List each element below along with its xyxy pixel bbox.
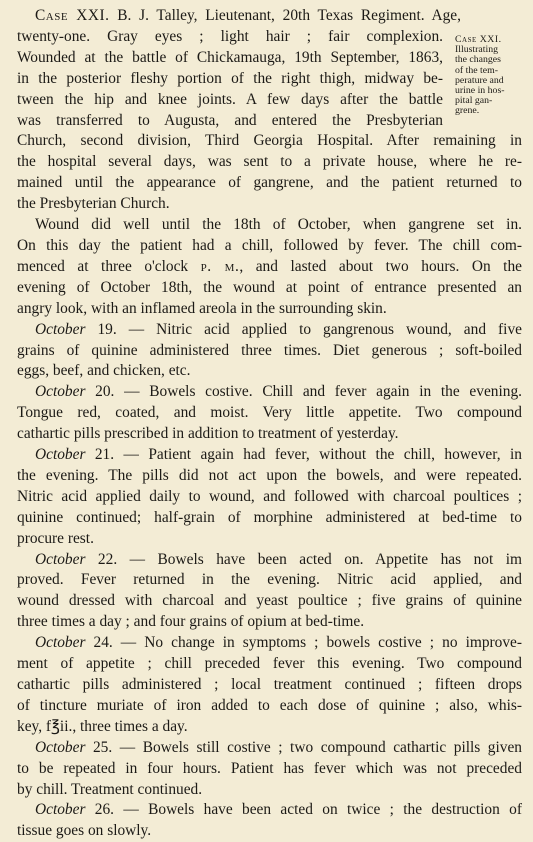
text-run: twenty-one. Gray eyes ; light hair ; fair complexion. [17,27,443,45]
text-run: of tincture muriate of iron added to each dose of quinine ; also, whis- [17,696,522,714]
small-caps-text: p. m. [200,257,240,275]
margin-note-line: Illustrating [455,44,498,56]
text-line [17,152,522,173]
text-run: 20. — Bowels costive. Chill and fever again in the evening. [85,383,522,401]
text-run: in the posterior fleshy portion of the right thigh, midway be- [17,69,443,87]
small-caps-text: Case XXI. [35,7,110,24]
text-line [17,445,522,466]
margin-note-line: the changes [455,54,501,66]
text-line [17,487,522,508]
text-run: Church, second division, Third Georgia Hospital. After remaining in [17,132,522,150]
text-line [17,633,522,654]
text-run: proved. Fever returned in the evening. Nitric acid applied, and [17,571,522,589]
text-line [17,821,522,842]
text-run: key, f℥ii., three times a day. [17,717,188,735]
text-run: cathartic pills prescribed in addition to treatment of yesterday. [17,425,399,443]
margin-note-line: pital gan- [455,95,493,107]
text-line [17,299,522,320]
text-run: B. J. Talley, Lieutenant, 20th Texas Regiment. Age, [109,7,461,24]
margin-note-line: perature and [455,74,504,86]
text-line [17,466,522,487]
text-run: On this day the patient had a chill, followed by fever. The chill com- [17,236,522,254]
text-run: , and lasted about two hours. On the [239,257,522,275]
text-line [17,591,522,612]
text-line [17,424,522,445]
text-run: angry look, with an inflamed areola in the surrounding skin. [17,299,387,317]
text-line [17,111,443,132]
text-run: eggs, beef, and chicken, etc. [17,362,191,380]
text-run: to be repeated in four hours. Patient has fever which was not preceded [17,759,522,777]
text-line [17,800,522,821]
text-run: Wound did well until the 18th of October, when gangrene set in. [35,216,522,234]
text-line [17,780,522,801]
text-line [17,131,522,152]
case-report-text [17,6,522,842]
text-run: 22. — Bowels have been acted on. Appetite has not im [85,550,522,568]
text-line [17,508,522,529]
text-line [17,90,443,111]
text-line [17,6,461,27]
text-run: wound dressed with charcoal and yeast poultice ; five grains of quinine [17,592,522,610]
text-run: was transferred to Augusta, and entered the Presbyterian [17,111,443,129]
text-line [17,278,522,299]
text-run: 21. — Patient again had fever, without the chill, however, in [85,446,522,464]
text-line [17,654,522,675]
text-line [17,215,522,236]
text-line [17,717,522,738]
text-line [17,403,522,424]
text-run: grains of quinine administered three times. Diet generous ; soft-boiled [17,341,522,359]
text-line [17,48,443,69]
text-line [17,257,522,278]
text-run: the Presbyterian Church. [17,195,170,213]
text-run: Wounded at the battle of Chickamauga, 19th September, 1863, [17,48,443,66]
text-run: 19. — Nitric acid applied to gangrenous wound, and five [85,320,522,338]
entry-date: October [35,801,86,819]
text-run: ment of appetite ; chill preceded fever this evening. Two compound [17,655,522,673]
text-line [17,320,522,341]
text-line [17,382,522,403]
text-run: evening of October 18th, the wound at point of entrance presented an [17,278,522,296]
text-line [17,612,522,633]
text-run: tissue goes on slowly. [17,822,152,840]
text-run: cathartic pills administered ; local treatment continued ; fifteen drops [17,676,522,693]
text-run: Nitric acid applied daily to wound, and followed with charcoal poultices ; [17,487,522,505]
text-line [17,570,522,591]
text-run: quinine continued; half-grain of morphine administered at bed-time to [17,508,522,526]
text-line [17,69,443,90]
text-run: Tongue red, coated, and moist. Very little appetite. Two compound [17,404,522,422]
text-line [17,236,522,257]
text-run: 24. — No change in symptoms ; bowels costive ; no improve- [85,634,522,652]
margin-note-line: of the tem- [455,64,498,76]
text-line [17,759,522,780]
margin-note-line: urine in hos- [455,85,505,97]
text-line [17,696,522,717]
text-line [17,675,522,696]
text-run: tween the hip and knee joints. A few days after the battle [17,90,443,108]
text-run: three times a day ; and four grains of opium at bed-time. [17,613,365,631]
text-line [17,27,443,48]
margin-note-case: Case XXI. [455,34,502,45]
text-line [17,738,522,759]
text-line [17,550,522,571]
margin-note-line: grene. [455,105,480,117]
text-line [17,341,522,362]
entry-date: October [35,738,86,756]
text-run: menced at three o'clock [17,257,201,275]
text-run: mained until the appearance of gangrene, and the patient returned to [17,174,522,192]
entry-date: October [35,446,86,464]
text-line [17,194,522,215]
entry-date: October [35,320,86,338]
text-line [17,361,522,382]
text-run: the evening. The pills did not act upon the bowels, and were repeated. [17,466,522,484]
entry-date: October [35,550,86,568]
text-run: the hospital several days, was sent to a private house, where he re- [17,153,522,171]
entry-date: October [35,634,86,652]
text-line [17,173,522,194]
entry-date: October [35,383,86,401]
text-run: procure rest. [17,529,94,547]
text-line [17,529,522,550]
margin-note [455,35,527,117]
text-run: 26. — Bowels have been acted on twice ; the destruction of [85,801,522,819]
text-run: by chill. Treatment continued. [17,780,203,798]
text-run: 25. — Bowels still costive ; two compound cathartic pills given [85,738,522,756]
